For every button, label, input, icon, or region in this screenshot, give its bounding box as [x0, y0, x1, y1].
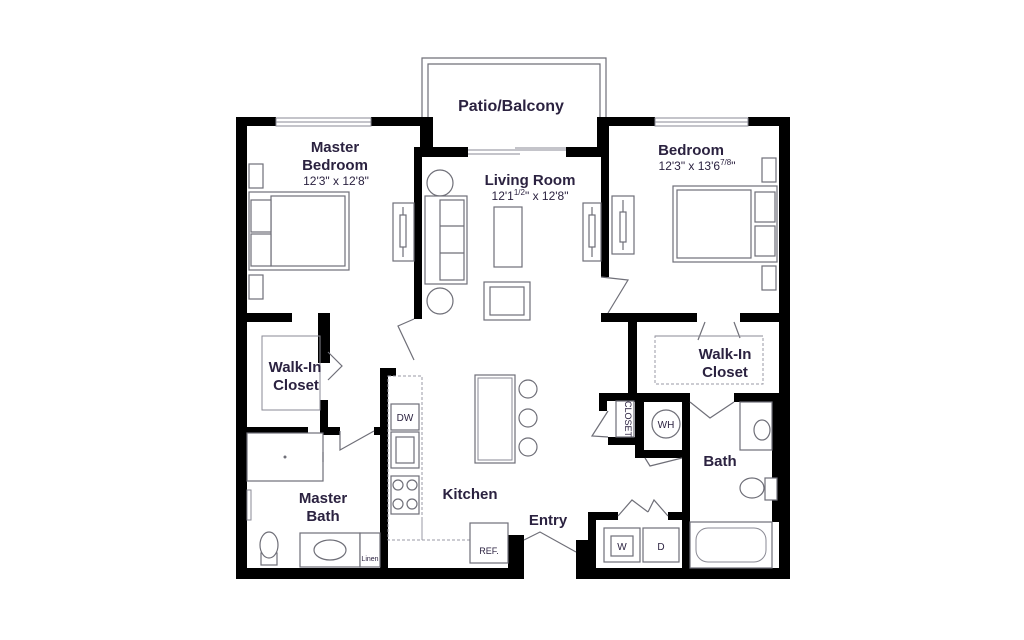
water-heater-label: WH — [657, 420, 675, 431]
kitchen-label: Kitchen — [442, 486, 498, 503]
master-bath-label-line1: Master — [298, 490, 348, 507]
living-room-dim-suffix: " x 12'8" — [524, 189, 569, 203]
patio-label: Patio/Balcony — [458, 98, 564, 115]
walkin-left-label-line2: Closet — [273, 377, 319, 394]
entry-label: Entry — [528, 512, 568, 529]
walkin-right-label-line1: Walk-In — [698, 346, 752, 363]
washer-label: W — [617, 542, 627, 553]
walkin-left-label-line1: Walk-In — [268, 359, 322, 376]
refrigerator-label: REF. — [479, 546, 499, 556]
living-room-dim-sup: 1/2 — [513, 188, 525, 197]
bath-label: Bath — [703, 453, 737, 470]
linen-label: Linen — [361, 556, 379, 563]
bedroom-dim-sup: 7/8 — [720, 158, 732, 167]
living-room-label: Living Room — [484, 172, 576, 189]
master-bedroom-dimensions: 12'3" x 12'8" — [303, 174, 369, 188]
bedroom-bed — [612, 158, 777, 290]
bedroom-dimensions — [659, 158, 736, 173]
walkin-right-label-line2: Closet — [702, 364, 748, 381]
bedroom-dim-prefix: 12'3" x 13'6 — [658, 159, 721, 173]
master-bath-label-line2: Bath — [306, 508, 340, 525]
closet-label: CLOSET — [623, 400, 633, 438]
master-bedroom-label-line1: Master — [310, 139, 360, 156]
master-dresser — [393, 203, 414, 261]
living-room-dim-prefix: 12'1 — [491, 189, 514, 203]
dryer-label: D — [657, 542, 665, 553]
bedroom-label: Bedroom — [658, 142, 724, 159]
dishwasher-label: DW — [396, 413, 414, 424]
kitchen-fixtures — [388, 375, 537, 563]
master-bedroom-label-line2: Bedroom — [302, 157, 368, 174]
bedroom-dim-suffix: " — [731, 159, 736, 173]
living-room-dimensions — [492, 188, 569, 203]
